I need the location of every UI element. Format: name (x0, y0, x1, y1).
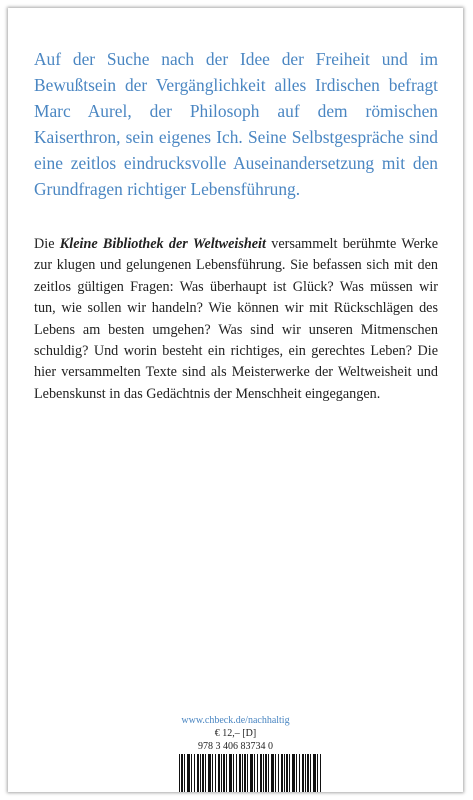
isbn-number: 978 3 406 83734 0 (198, 741, 273, 752)
series-body: versammelt berühmte Werke zur klugen und gelungenen Lebensführung. Sie befassen sich mit den zeitlos gültigen Fragen: Was überhaupt ist Glück? Was müssen wir tun, wie sollen wir handeln? Wie können wir mit Rückschlägen des Lebens am besten umgehen? Was sind wir unseren Mitmenschen schuldig? Und worin besteht ein richtiges, ein gerechtes Leben? Die hier versammelten Texte sind als Meisterwerke der Weltweisheit und Lebenskunst in das Gedächtnis der Menschheit eingegangen. (34, 236, 438, 402)
barcode-icon (179, 754, 321, 792)
series-description (34, 234, 438, 405)
series-title: Kleine Bibliothek der Weltweisheit (59, 236, 266, 252)
series-intro: Die (34, 236, 60, 252)
book-back-cover (8, 8, 463, 792)
cover-blurb: Auf der Suche nach der Idee der Freiheit und im Bewußtsein der Vergänglichkeit alles Irdischen befragt Marc Aurel, der Philosoph auf dem römischen Kaiserthron, sein eigenes Ich. Seine Selbstgespräche sind eine zeitlos eindrucksvolle Auseinandersetzung mit den Grundfragen richtiger Lebensführung. (34, 49, 438, 199)
publisher-url[interactable]: www.chbeck.de/nachhaltig (181, 715, 290, 726)
price-label: € 12,– [D] (214, 728, 257, 739)
publisher-info (8, 714, 463, 753)
